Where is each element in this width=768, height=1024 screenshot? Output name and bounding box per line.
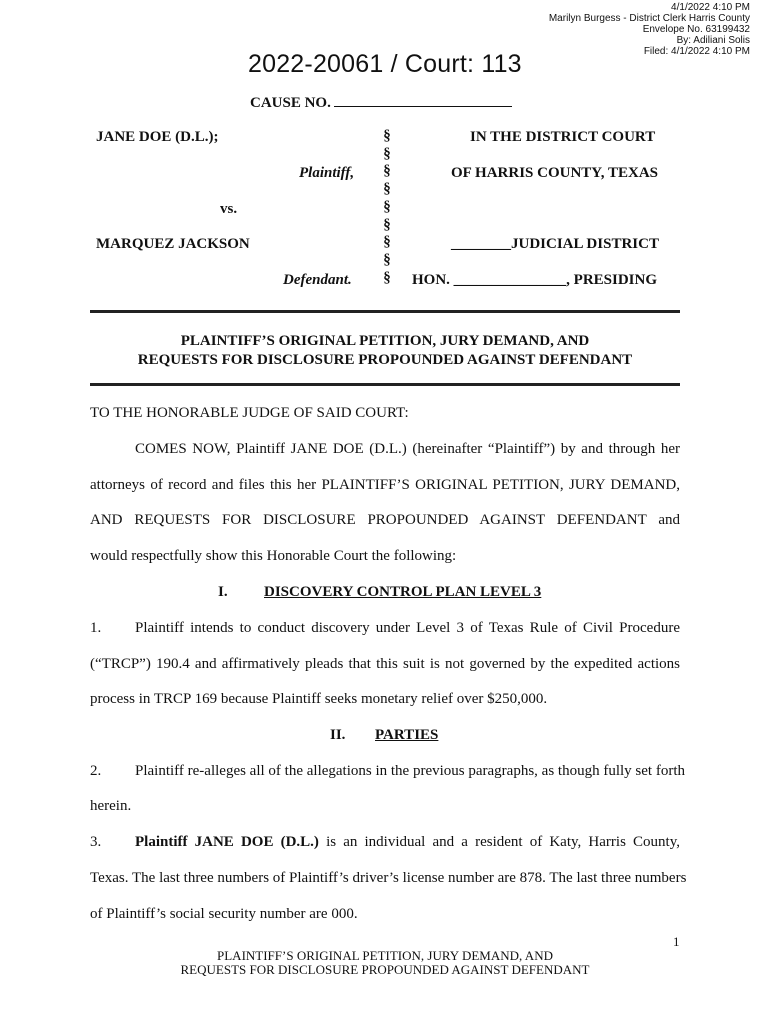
section-marks: § § § § § § § § § bbox=[383, 128, 391, 286]
cause-label: CAUSE NO. bbox=[250, 95, 331, 111]
stamp-clerk: Marilyn Burgess - District Clerk Harris County bbox=[548, 13, 750, 24]
para-2-number: 2. bbox=[90, 763, 102, 779]
court-line-3: ________JUDICIAL DISTRICT bbox=[451, 236, 659, 252]
document-title bbox=[90, 332, 680, 370]
stamp-by: By: Adiliani Solis bbox=[676, 35, 750, 46]
title-rule-top bbox=[90, 310, 680, 313]
para-3-line-2: Texas. The last three numbers of Plaintiff’s driver’s license number are 878. The last three numbers bbox=[90, 870, 687, 886]
intro-line-4: would respectfully show this Honorable Court the following: bbox=[90, 548, 457, 564]
section-1-title: DISCOVERY CONTROL PLAN LEVEL 3 bbox=[264, 584, 542, 600]
court-line-1: IN THE DISTRICT COURT bbox=[470, 129, 656, 145]
stamp-filed: Filed: 4/1/2022 4:10 PM bbox=[643, 46, 750, 57]
defendant-name: MARQUEZ JACKSON bbox=[96, 236, 250, 252]
para-3-line-3: of Plaintiff’s social security number are 000. bbox=[90, 906, 358, 922]
title-line-1: PLAINTIFF’S ORIGINAL PETITION, JURY DEMAND, AND bbox=[180, 333, 590, 349]
title-line-2: REQUESTS FOR DISCLOSURE PROPOUNDED AGAINST DEFENDANT bbox=[137, 352, 633, 368]
section-2-title: PARTIES bbox=[375, 727, 439, 743]
para-1-line-3: process in TRCP 169 because Plaintiff seeks monetary relief over $250,000. bbox=[90, 691, 548, 707]
defendant-role: Defendant. bbox=[283, 272, 352, 288]
court-line-2: OF HARRIS COUNTY, TEXAS bbox=[451, 165, 658, 181]
plaintiff-role: Plaintiff, bbox=[299, 165, 355, 181]
page-number: 1 bbox=[673, 934, 680, 949]
cause-blank bbox=[334, 94, 512, 107]
stamp-datetime: 4/1/2022 4:10 PM bbox=[671, 2, 750, 13]
case-number: 2022-20061 / Court: 113 bbox=[248, 50, 522, 78]
versus: vs. bbox=[220, 201, 238, 217]
para-1-line-2: (“TRCP”) 190.4 and affirmatively pleads that this suit is not governed by the expedited actions bbox=[90, 656, 680, 672]
para-2-line-1: Plaintiff re-alleges all of the allegations in the previous paragraphs, as though fully set forth bbox=[135, 763, 685, 779]
section-2-number: II. bbox=[330, 727, 346, 743]
cause-number-line bbox=[250, 94, 512, 112]
stamp-envelope: Envelope No. 63199432 bbox=[642, 24, 750, 35]
title-rule-bottom bbox=[90, 383, 680, 386]
footer-line-1: PLAINTIFF’S ORIGINAL PETITION, JURY DEMAND, AND bbox=[217, 948, 553, 963]
para-1-line-1: Plaintiff intends to conduct discovery under Level 3 of Texas Rule of Civil Procedure bbox=[135, 620, 680, 636]
intro-line-3: AND REQUESTS FOR DISCLOSURE PROPOUNDED AGAINST DEFENDANT and bbox=[90, 512, 680, 528]
filing-stamp bbox=[549, 2, 750, 57]
salutation: TO THE HONORABLE JUDGE OF SAID COURT: bbox=[90, 405, 409, 421]
para-3-line-1 bbox=[135, 834, 680, 851]
court-line-4: HON. _______________, PRESIDING bbox=[412, 272, 658, 288]
intro-line-1: COMES NOW, Plaintiff JANE DOE (D.L.) (hereinafter “Plaintiff”) by and through her bbox=[135, 441, 680, 457]
intro-line-2: attorneys of record and files this her PLAINTIFF’S ORIGINAL PETITION, JURY DEMAND, bbox=[90, 477, 680, 493]
para-1-number: 1. bbox=[90, 620, 102, 636]
para-3-line-1-rest: is an individual and a resident of Katy, Harris County, bbox=[318, 834, 680, 850]
para-2-line-2: herein. bbox=[90, 798, 132, 814]
para-3-number: 3. bbox=[90, 834, 102, 850]
page-footer bbox=[90, 949, 680, 977]
plaintiff-bold-name: Plaintiff JANE DOE (D.L.) bbox=[135, 834, 319, 850]
plaintiff-name: JANE DOE (D.L.); bbox=[96, 129, 219, 145]
footer-line-2: REQUESTS FOR DISCLOSURE PROPOUNDED AGAINST DEFENDANT bbox=[180, 962, 590, 977]
section-1-number: I. bbox=[218, 584, 228, 600]
